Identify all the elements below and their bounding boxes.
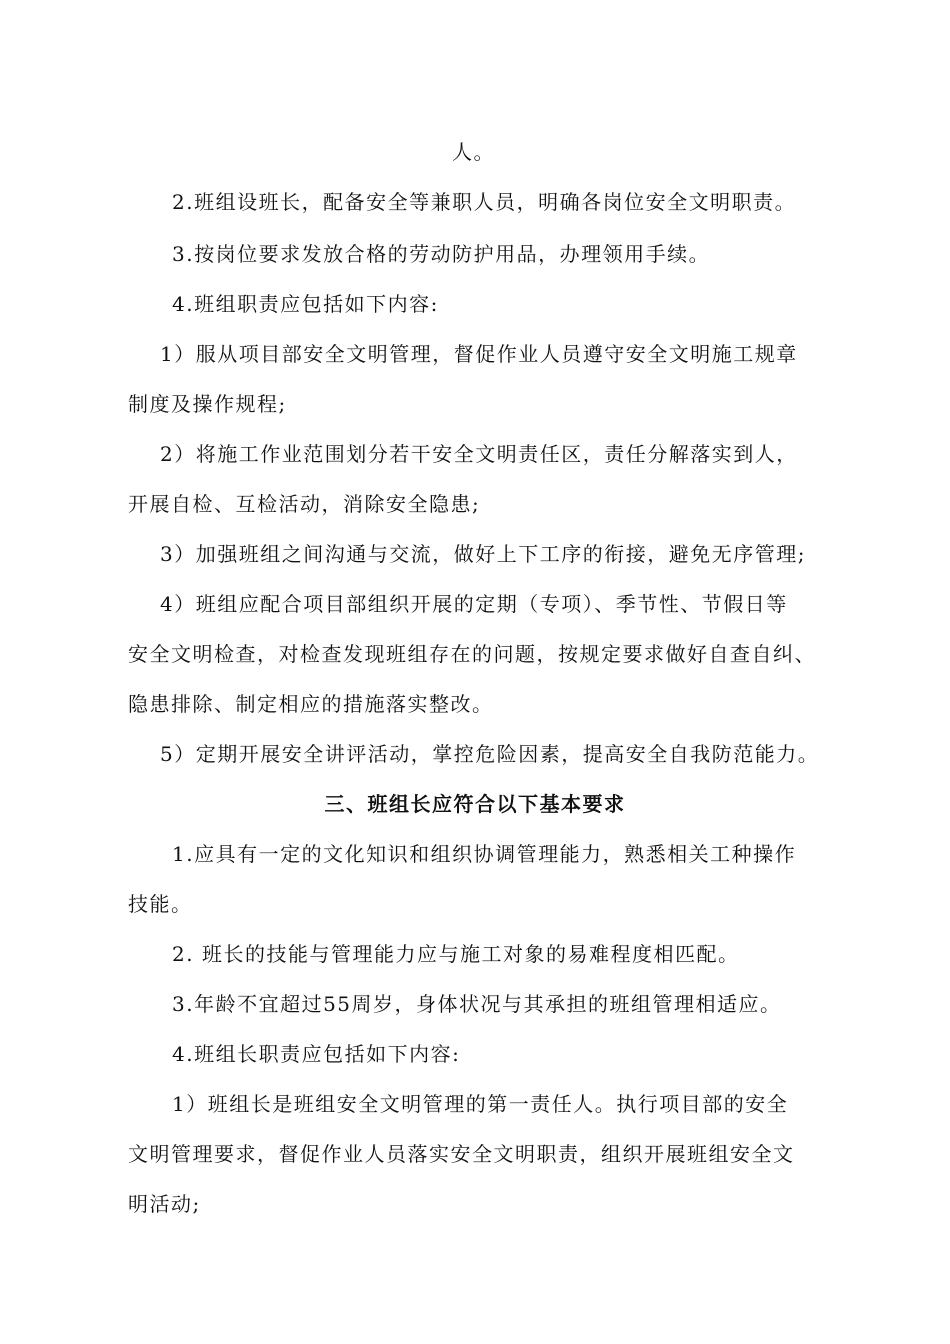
section3-heading: 三、班组长应符合以下基本要求 (324, 792, 626, 816)
section2-item-2: 2.班组设班长，配备安全等兼职人员，明确各岗位安全文明职责。 (172, 190, 797, 214)
section2-duty-2-line-1: 2）将施工作业范围划分若干安全文明责任区，责任分解落实到人， (160, 442, 798, 466)
continuation-text: 人。 (452, 140, 495, 164)
section3-item-4: 4.班组长职责应包括如下内容: (172, 1042, 461, 1066)
section2-duty-3-line-1: 3）加强班组之间沟通与交流，做好上下工序的衔接，避免无序管理; (160, 542, 806, 566)
section3-item-1-line-1: 1.应具有一定的文化知识和组织协调管理能力，熟悉相关工种操作 (172, 842, 797, 866)
section3-duty-1-line-1: 1）班组长是班组安全文明管理的第一责任人。执行项目部的安全 (172, 1092, 789, 1116)
section2-duty-5-line-1: 5）定期开展安全讲评活动，掌控危险因素，提高安全自我防范能力。 (160, 742, 820, 766)
section3-item-2: 2. 班长的技能与管理能力应与施工对象的易难程度相匹配。 (172, 942, 740, 966)
section2-duty-4-line-3: 隐患排除、制定相应的措施落实整改。 (128, 692, 494, 716)
section2-duty-2-line-2: 开展自检、互检活动，消除安全隐患; (128, 492, 481, 516)
section3-duty-1-line-3: 明活动; (128, 1192, 201, 1216)
section2-item-3: 3.按岗位要求发放合格的劳动防护用品，办理领用手续。 (172, 242, 711, 266)
section3-item-3: 3.年龄不宜超过55周岁，身体状况与其承担的班组管理相适应。 (172, 992, 782, 1016)
section3-item-1-line-2: 技能。 (128, 892, 193, 916)
section2-duty-1-line-2: 制度及操作规程; (128, 392, 287, 416)
section3-duty-1-line-2: 文明管理要求，督促作业人员落实安全文明职责，组织开展班组安全文 (128, 1142, 795, 1166)
section2-duty-4-line-1: 4）班组应配合项目部组织开展的定期（专项）、季节性、节假日等 (160, 592, 788, 616)
section2-duty-1-line-1: 1）服从项目部安全文明管理，督促作业人员遵守安全文明施工规章 (160, 342, 798, 366)
section2-item-4: 4.班组职责应包括如下内容: (172, 292, 439, 316)
section2-duty-4-line-2: 安全文明检查，对检查发现班组存在的问题，按规定要求做好自查自纠、 (128, 642, 816, 666)
